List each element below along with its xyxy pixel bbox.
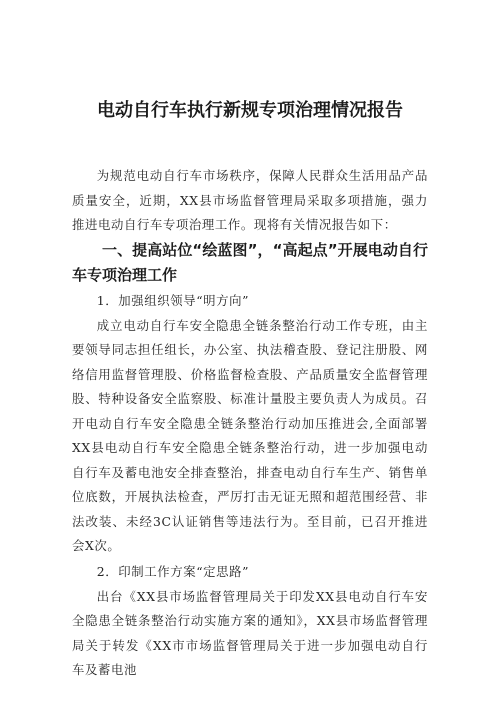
subsection-2-paragraph: 出台《XX县市场监督管理局关于印发XX县电动自行车安全隐患全链条整治行动实施方案的通知》，XX县市场监督管理局关于转发《XX市市场监督管理局关于进一步加强电动自行车及蓄电池	[72, 588, 428, 677]
section-1-heading: 一、提高站位“绘蓝图”，“高起点”开展电动自行车专项治理工作	[72, 240, 428, 284]
document-title: 电动自行车执行新规专项治理情况报告	[97, 100, 403, 121]
intro-paragraph: 为规范电动自行车市场秩序，保障人民群众生活用品产品质量安全，近期，XX县市场监督管理局采取多项措施，强力推进电动自行车专项治理工作。现将有关情况报告如下：	[72, 168, 428, 232]
subsection-2-heading: 2．印制工作方案“定思路”	[96, 563, 250, 579]
subsection-1-heading: 1．加强组织领导“明方向”	[96, 292, 250, 308]
document-body	[72, 164, 428, 683]
subsection-1-paragraph: 成立电动自行车安全隐患全链条整治行动工作专班，由主要领导同志担任组长，办公室、执法稽查股、登记注册股、网络信用监督管理股、价格监督检查股、产品质量安全监督管理股、特种设备安全监察股、标准计量股主要负责人为成员。召开电动自行车安全隐患全链条整治行动加压推进会,全面部署XX县电动自行车安全隐患全链条整治行动，进一步加强电动自行车及蓄电池安全排查整治，排查电动自行车生产、销售单位底数，开展执法检查，严厉打击无证无照和超范围经营、非法改装、未经3C认证销售等违法行为。至目前，已召开推进会X次。	[72, 317, 428, 553]
